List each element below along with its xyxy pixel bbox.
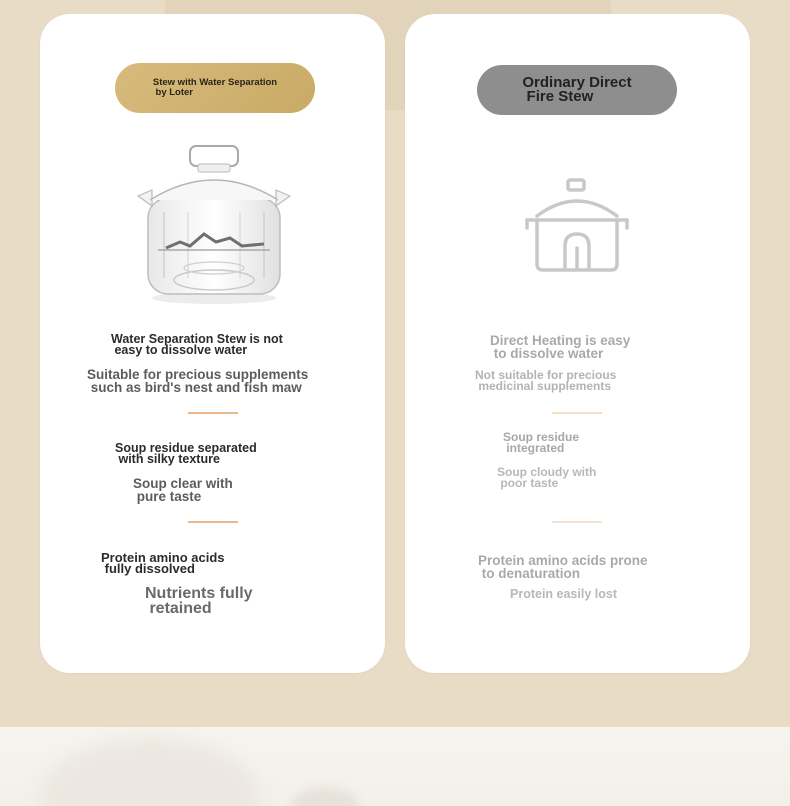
- point-soup-residue: Soup residue separated with silky texture: [115, 441, 257, 466]
- section-divider: [552, 521, 602, 523]
- point-nutrients-retained: Nutrients fully retained: [145, 585, 253, 617]
- section-divider: [188, 412, 238, 414]
- pot-outline-icon: [521, 176, 633, 276]
- point-not-suitable: Not suitable for precious medicinal supplements: [475, 368, 617, 393]
- point-soup-cloudy: Soup cloudy with poor taste: [497, 465, 597, 490]
- direct-fire-badge-label: Ordinary Direct Fire Stew: [522, 74, 632, 105]
- point-precious-supplements: Suitable for precious supplements such as bird's nest and fish maw: [87, 367, 309, 395]
- bottom-decoration: [40, 737, 260, 806]
- direct-fire-card: [405, 14, 750, 673]
- water-separation-card: [40, 14, 385, 673]
- water-separation-badge-label: Stew with Water Separation by Loter: [152, 77, 278, 98]
- point-water-dissolve: Water Separation Stew is not easy to dissolve water: [111, 332, 283, 357]
- direct-fire-badge: [477, 65, 677, 115]
- point-protein-dissolved: Protein amino acids fully dissolved: [101, 550, 225, 576]
- point-direct-heating: Direct Heating is easy to dissolve water: [490, 333, 631, 361]
- glass-pot-image: [130, 138, 300, 308]
- bottom-section: [0, 727, 790, 806]
- point-soup-residue-integrated: Soup residue integrated: [503, 430, 580, 455]
- point-soup-clear: Soup clear with pure taste: [133, 476, 233, 504]
- section-divider: [552, 412, 602, 414]
- point-protein-denaturation: Protein amino acids prone to denaturation: [478, 553, 648, 581]
- water-separation-badge: [115, 63, 315, 113]
- point-protein-lost: Protein easily lost: [510, 587, 617, 601]
- bottom-decoration: [290, 787, 360, 806]
- section-divider: [188, 521, 238, 523]
